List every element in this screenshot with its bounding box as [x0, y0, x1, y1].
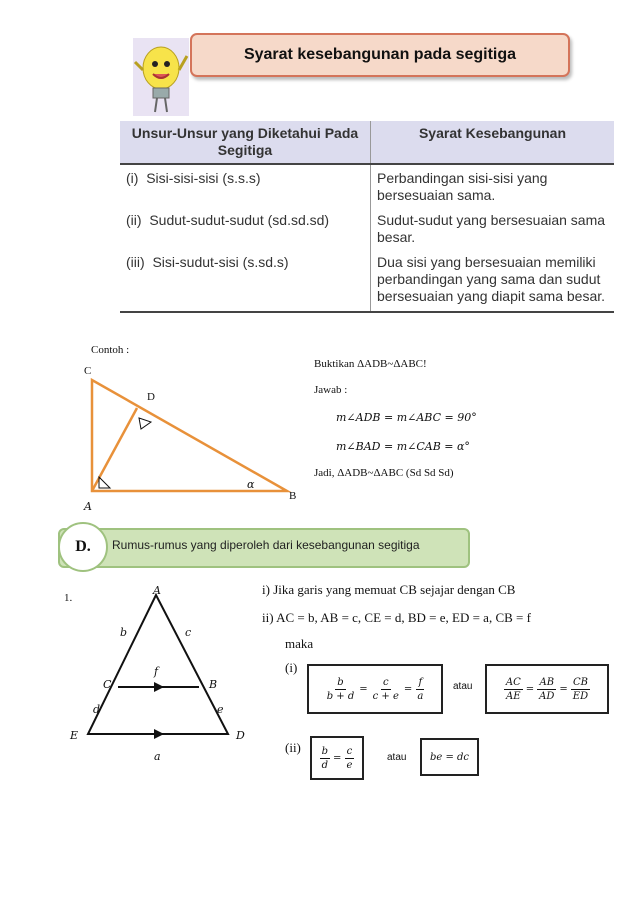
row-unsur: Sisi-sudut-sisi (s.sd.s) — [152, 254, 289, 270]
proof-line-1: m∠ADB = m∠ABC = 90° — [336, 411, 477, 424]
table-row — [120, 249, 614, 312]
proof-line-2: m∠BAD = m∠CAB = α° — [336, 440, 470, 453]
formula-box-1: $\frac{b}{b + d}$ = $\frac{c}{c + e}$ = $\frac{f}{a}$ — [307, 664, 443, 714]
frac-den: e — [346, 759, 353, 771]
label-B: B — [209, 678, 218, 691]
frac-num: AB — [539, 676, 555, 688]
table-header-syarat: Syarat Kesebangunan — [371, 121, 615, 164]
label-b: b — [120, 626, 128, 639]
frac-num: CB — [572, 676, 588, 688]
label-d: d — [93, 703, 101, 716]
frac-num: f — [418, 676, 423, 688]
frac-num: c — [346, 745, 353, 757]
point-d-label: D — [147, 391, 155, 403]
table-header-unsur: Unsur-Unsur yang Diketahui Pada Segitiga — [120, 121, 371, 164]
jawab-text: Jawab : — [314, 384, 348, 396]
frac-num: c — [382, 676, 389, 688]
row-unsur: Sisi-sisi-sisi (s.s.s) — [146, 170, 261, 186]
formula-box-3: $\frac{b}{d}$ = $\frac{c}{e}$ — [310, 736, 364, 780]
alpha-label: α — [247, 478, 255, 491]
atau-text: atau — [453, 681, 473, 692]
statement-ii: ii) AC = b, AB = c, CE = d, BD = e, ED = a, CB = f — [262, 610, 531, 625]
frac-den: c + e — [372, 690, 399, 702]
label-a: a — [154, 750, 161, 763]
label-A: A — [153, 584, 161, 597]
label-e: e — [217, 703, 224, 716]
syarat-table — [120, 121, 614, 313]
jadi-text: Jadi, ΔADB~ΔABC (Sd Sd Sd) — [314, 467, 454, 479]
label-D: D — [236, 729, 245, 742]
row-syarat: Perbandingan sisi-sisi yang bersesuaian sama. — [377, 170, 548, 203]
row-num: (ii) — [126, 212, 142, 228]
point-c-label: C — [84, 365, 92, 377]
similar-triangles-diagram — [78, 585, 240, 745]
statement-i: i) Jika garis yang memuat CB sejajar dengan CB — [262, 582, 516, 597]
section-d-title: Rumus-rumus yang diperoleh dari kesebangunan segitiga — [112, 538, 420, 552]
formula-box-4 — [420, 738, 479, 776]
row-syarat: Sudut-sudut yang bersesuaian sama besar. — [377, 212, 606, 245]
table-row — [120, 207, 614, 249]
row-syarat: Dua sisi yang bersesuaian memiliki perbandingan yang sama dan sudut bersesuaian yang diapit sama besar. — [371, 249, 615, 312]
point-a-label: A — [84, 500, 92, 513]
row-unsur: Sudut-sudut-sudut (sd.sd.sd) — [149, 212, 330, 228]
sub-i-label: (i) — [285, 660, 298, 675]
frac-den: ED — [572, 690, 589, 702]
sub-ii-label: (ii) — [285, 740, 301, 755]
table-row — [120, 164, 614, 207]
label-f: f — [154, 665, 159, 678]
frac-den: b + d — [326, 690, 355, 702]
frac-den: AD — [539, 690, 555, 702]
frac-den: d — [321, 759, 329, 771]
formula-be-dc: be = dc — [429, 751, 470, 763]
row-num: (i) — [126, 170, 139, 186]
section-d-badge: D. — [58, 522, 108, 572]
frac-den: a — [417, 690, 424, 702]
label-c: c — [185, 626, 192, 639]
frac-den: AE — [506, 690, 521, 702]
formula-box-2: $\frac{AC}{AE}$ = $\frac{AB}{AD}$ = $\frac{CB}{ED}$ — [485, 664, 609, 714]
contoh-label: Contoh : — [91, 344, 130, 356]
item-number: 1. — [64, 592, 73, 604]
frac-num: b — [337, 676, 344, 688]
frac-num: b — [321, 745, 329, 757]
label-C: C — [103, 678, 112, 691]
atau-text-2: atau — [387, 752, 407, 763]
frac-num: AC — [505, 676, 521, 688]
row-num: (iii) — [126, 254, 145, 270]
buktikan-text: Buktikan ΔADB~ΔABC! — [314, 358, 427, 370]
maka-text: maka — [285, 636, 314, 651]
page-title: Syarat kesebangunan pada segitiga — [190, 33, 570, 77]
label-E: E — [70, 729, 79, 742]
right-triangle-diagram — [75, 360, 305, 515]
lightbulb-mascot-icon — [133, 38, 189, 116]
point-b-label: B — [289, 490, 297, 502]
